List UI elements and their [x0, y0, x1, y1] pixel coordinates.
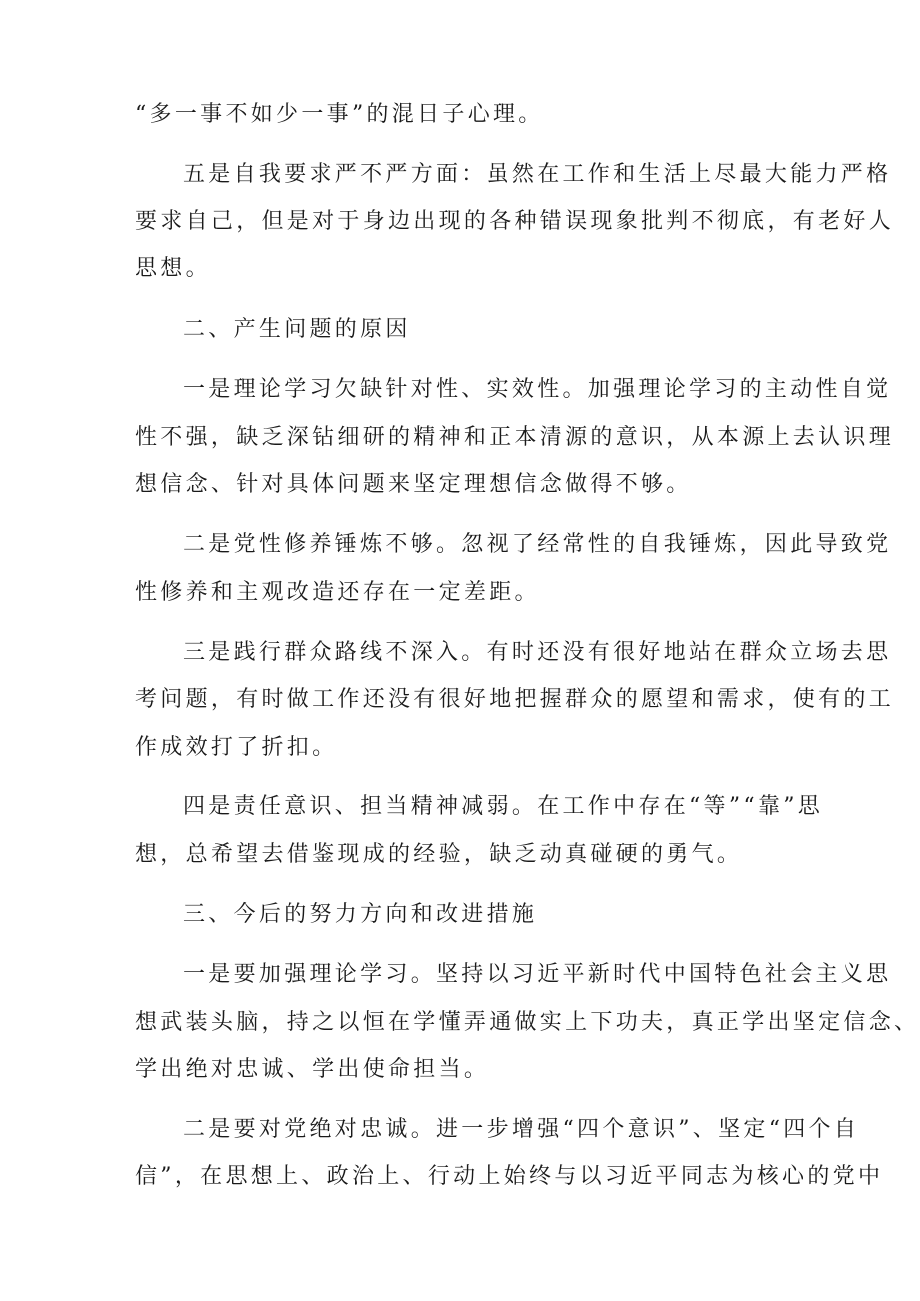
paragraph-line: 考问题，有时做工作还没有很好地把握群众的愿望和需求，使有的工	[135, 687, 895, 712]
paragraph-line: 信”，在思想上、政治上、行动上始终与以习近平同志为核心的党中	[135, 1164, 884, 1189]
paragraph-line: 五是自我要求严不严方面：虽然在工作和生活上尽最大能力严格	[183, 162, 892, 187]
paragraph-line: 想，总希望去借鉴现成的经验，缺乏动真碰硬的勇气。	[135, 842, 743, 867]
paragraph-line: 要求自己，但是对于身边出现的各种错误现象批判不彻底，有老好人	[135, 209, 895, 234]
section-heading: 二、产生问题的原因	[183, 317, 411, 342]
paragraph-line: 性不强，缺乏深钻细研的精神和正本清源的意识，从本源上去认识理	[135, 425, 895, 450]
paragraph-line: 二是要对党绝对忠诚。进一步增强“四个意识”、坚定“四个自	[183, 1117, 860, 1142]
paragraph-line: 性修养和主观改造还存在一定差距。	[135, 580, 540, 605]
section-heading: 三、今后的努力方向和改进措施	[183, 902, 538, 927]
paragraph-line: 想武装头脑，持之以恒在学懂弄通做实上下功夫，真正学出坚定信念、	[135, 1010, 920, 1035]
paragraph-line: 二是党性修养锤炼不够。忽视了经常性的自我锤炼，因此导致党	[183, 532, 892, 557]
paragraph-line: 思想。	[135, 256, 211, 281]
paragraph-line: 学出绝对忠诚、学出使命担当。	[135, 1057, 490, 1082]
paragraph-line: “多一事不如少一事”的混日子心理。	[135, 102, 544, 127]
paragraph-line: 想信念、针对具体问题来坚定理想信念做得不够。	[135, 472, 692, 497]
paragraph-line: 三是践行群众路线不深入。有时还没有很好地站在群众立场去思	[183, 640, 892, 665]
paragraph-line: 一是理论学习欠缺针对性、实效性。加强理论学习的主动性自觉	[183, 377, 892, 402]
paragraph-line: 作成效打了折扣。	[135, 735, 338, 760]
paragraph-line: 一是要加强理论学习。坚持以习近平新时代中国特色社会主义思	[183, 962, 892, 987]
paragraph-line: 四是责任意识、担当精神减弱。在工作中存在“等”“靠”思	[183, 794, 824, 819]
